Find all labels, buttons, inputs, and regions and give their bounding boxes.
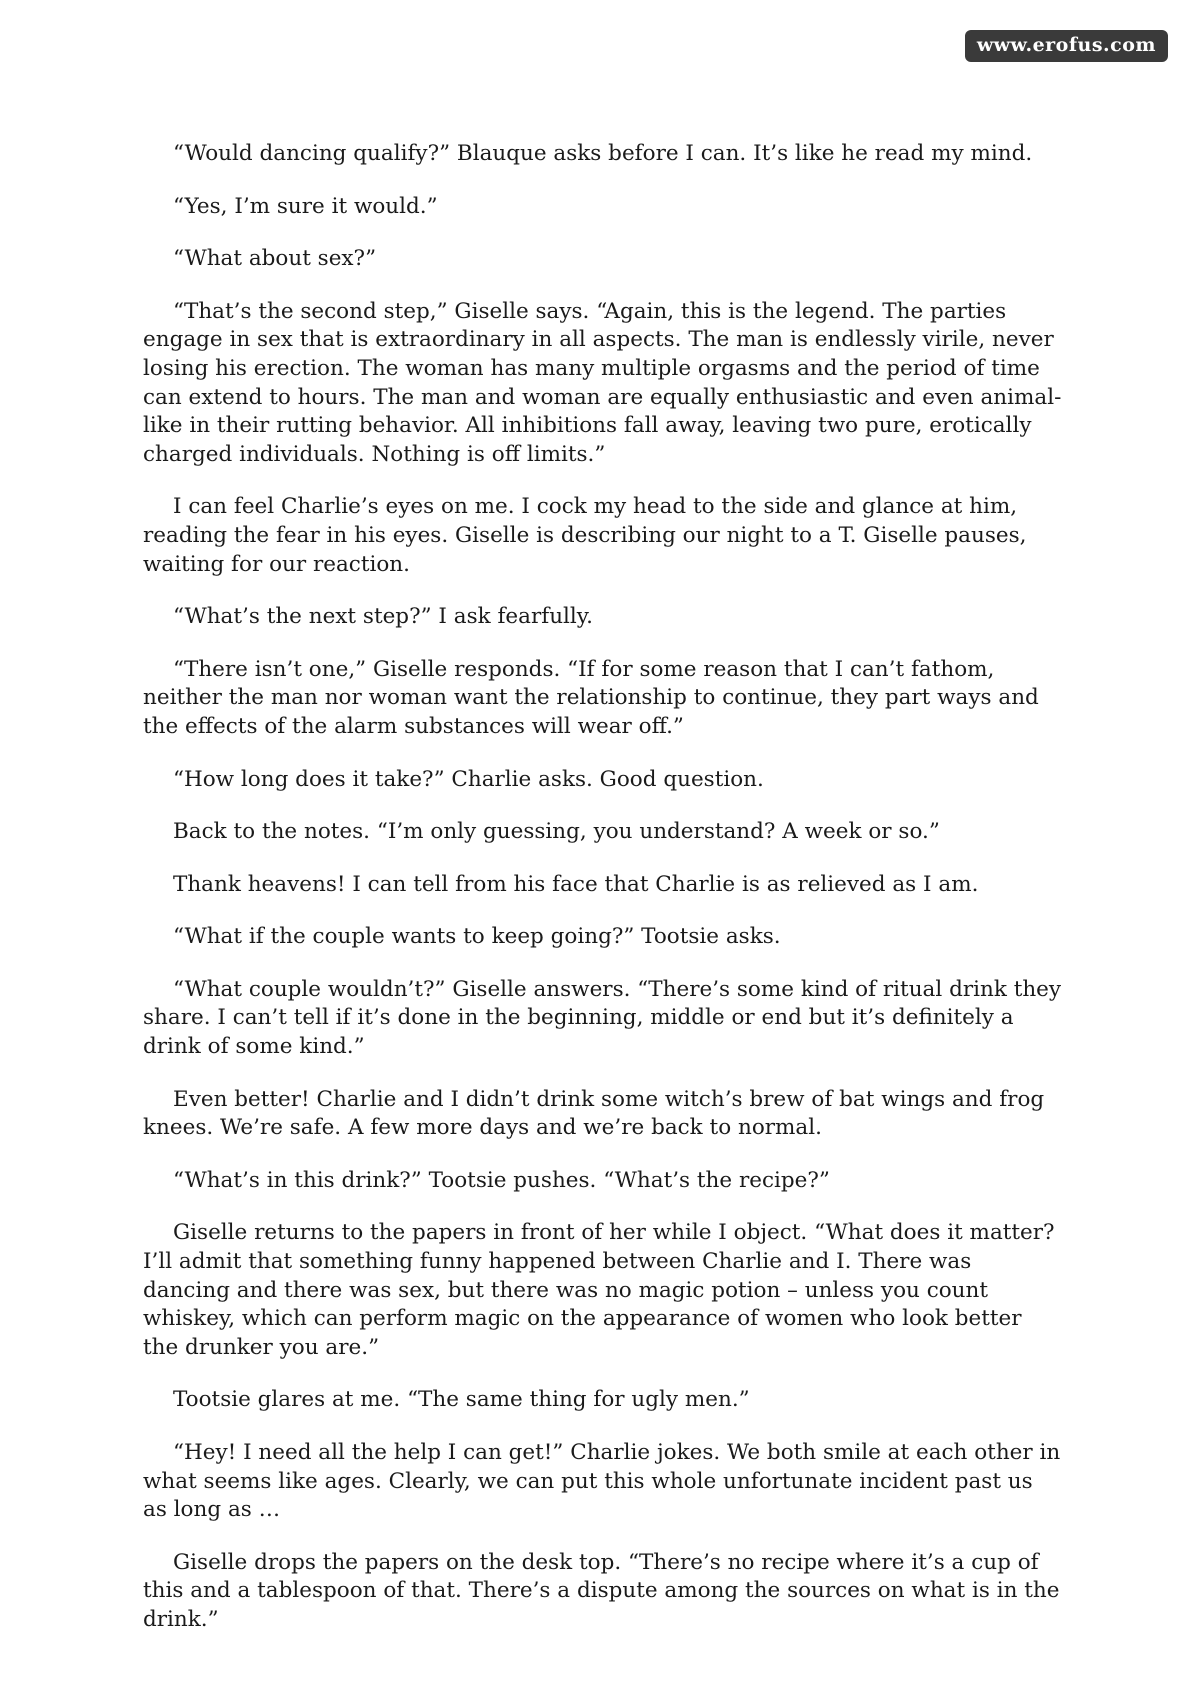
paragraph: “What’s in this drink?” Tootsie pushes. “What’s the recipe?”: [173, 1167, 830, 1193]
paragraph: “Would dancing qualify?” Blauque asks before I can. It’s like he read my mind.: [173, 141, 1033, 166]
paragraph: “Yes, I’m sure it would.”: [173, 193, 438, 219]
paragraph: Back to the notes. “I’m only guessing, you understand? A week or so.”: [173, 819, 940, 845]
paragraph: “Hey! I need all the help I can get!” Charlie jokes. We both smile at each other in what seems like ages. Clearly, we can put this whole unfortunate incident past us as long as …: [143, 1440, 1061, 1523]
paragraph: “What couple wouldn’t?” Giselle answers. “There’s some kind of ritual drink they share. I can’t tell if it’s done in the beginning, middle or end but it’s definitely a drink of some kind.”: [143, 976, 1062, 1060]
paragraph: Giselle drops the papers on the desk top. “There’s no recipe where it’s a cup of this and a tablespoon of that. There’s a dispute among the sources on what is in the drink.”: [143, 1549, 1060, 1632]
watermark: www.erofus.com: [965, 30, 1168, 62]
paragraph: Tootsie glares at me. “The same thing for ugly men.”: [173, 1387, 750, 1413]
paragraph: “What about sex?”: [173, 246, 377, 272]
paragraph: Thank heavens! I can tell from his face that Charlie is as relieved as I am.: [173, 871, 979, 897]
paragraph: Giselle returns to the papers in front of her while I object. “What does it matter? I’ll admit that something funny happened between Charlie and I. There was dancing and there was sex, but there was no magic potion – unless you count whiskey, which can perform magic on the appearance of women who look better the drunker you are.”: [143, 1220, 1055, 1360]
paragraph: “What’s the next step?” I ask fearfully.: [173, 604, 593, 630]
paragraph: “That’s the second step,” Giselle says. “Again, this is the legend. The parties engage in sex that is extraordinary in all aspects. The man is endlessly virile, never losing his erection. The woman has many multiple orgasms and the period of time can extend to hours. The man and woman are equally enthusiastic and even animal-like in their rutting behavior. All inhibitions fall away, leaving two pure, erotically charged individuals. Nothing is off limits.”: [143, 298, 1062, 467]
paragraph: “There isn’t one,” Giselle responds. “If for some reason that I can’t fathom, neither the man nor woman want the relationship to continue, they part ways and the effects of the alarm substances will wear off.”: [143, 656, 1039, 739]
paragraph: Even better! Charlie and I didn’t drink some witch’s brew of bat wings and frog knees. We’re safe. A few more days and we’re back to normal.: [143, 1086, 1045, 1141]
paragraph: “How long does it take?” Charlie asks. Good question.: [173, 766, 764, 792]
paragraph: “What if the couple wants to keep going?” Tootsie asks.: [173, 924, 781, 950]
paragraph: I can feel Charlie’s eyes on me. I cock my head to the side and glance at him, reading the fear in his eyes. Giselle is describing our night to a T. Giselle pauses, waiting for our reaction.: [143, 494, 1027, 577]
page-text: [143, 140, 1063, 1659]
